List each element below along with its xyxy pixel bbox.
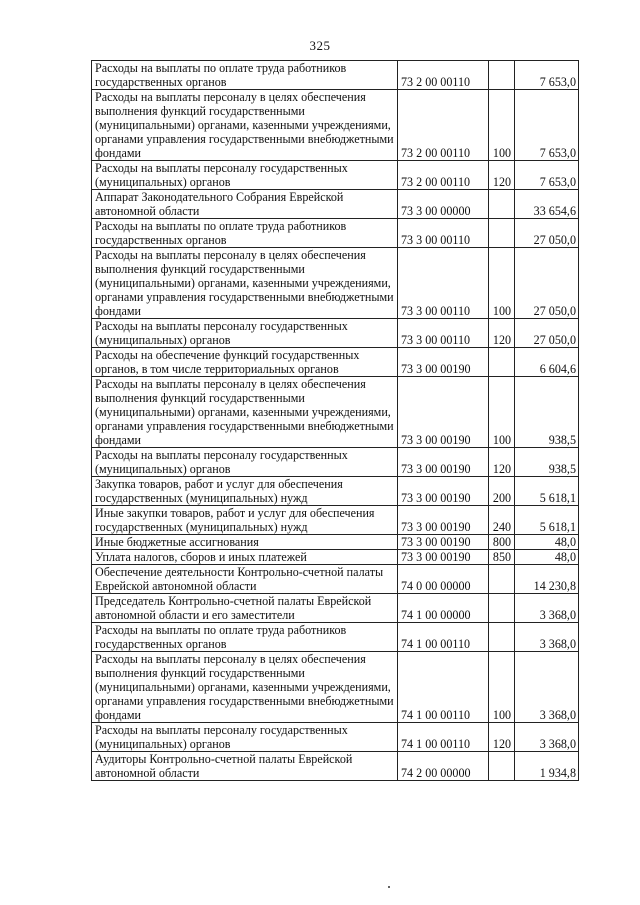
table-row xyxy=(92,219,579,248)
page-number: 325 xyxy=(309,38,331,53)
row-sum: 27 050,0 xyxy=(515,248,579,319)
row-name: Аппарат Законодательного Собрания Еврейской автономной области xyxy=(92,190,398,219)
row-name: Обеспечение деятельности Контрольно-счетной палаты Еврейской автономной области xyxy=(92,565,398,594)
row-name: Расходы на выплаты по оплате труда работников государственных органов xyxy=(92,219,398,248)
row-sum: 3 368,0 xyxy=(515,594,579,623)
row-sum: 3 368,0 xyxy=(515,652,579,723)
row-expense-type xyxy=(489,61,515,90)
row-sum: 5 618,1 xyxy=(515,477,579,506)
table-row xyxy=(92,190,579,219)
row-expense-type xyxy=(489,752,515,781)
table-row xyxy=(92,550,579,565)
row-name: Расходы на выплаты персоналу в целях обеспечения выполнения функций государственными (муниципальными) органами, казенными учреждениями, органами управления государственными внебюджетными фондами xyxy=(92,248,398,319)
row-expense-type: 240 xyxy=(489,506,515,535)
row-sum: 7 653,0 xyxy=(515,161,579,190)
row-name: Закупка товаров, работ и услуг для обеспечения государственных (муниципальных) нужд xyxy=(92,477,398,506)
row-sum: 48,0 xyxy=(515,535,579,550)
row-code: 74 1 00 00110 xyxy=(398,652,489,723)
row-code: 74 1 00 00110 xyxy=(398,723,489,752)
row-code: 73 3 00 00190 xyxy=(398,506,489,535)
row-name: Председатель Контрольно-счетной палаты Еврейской автономной области и его заместители xyxy=(92,594,398,623)
table-row xyxy=(92,594,579,623)
row-name: Уплата налогов, сборов и иных платежей xyxy=(92,550,398,565)
budget-table xyxy=(91,60,579,781)
table-row xyxy=(92,448,579,477)
row-code: 73 3 00 00190 xyxy=(398,448,489,477)
row-sum: 938,5 xyxy=(515,377,579,448)
row-name: Расходы на выплаты по оплате труда работников государственных органов xyxy=(92,623,398,652)
row-expense-type: 120 xyxy=(489,319,515,348)
row-sum: 5 618,1 xyxy=(515,506,579,535)
row-name: Расходы на выплаты персоналу государственных (муниципальных) органов xyxy=(92,319,398,348)
row-expense-type: 100 xyxy=(489,652,515,723)
row-code: 73 3 00 00000 xyxy=(398,190,489,219)
table-row xyxy=(92,623,579,652)
row-code: 73 3 00 00110 xyxy=(398,248,489,319)
row-name: Иные закупки товаров, работ и услуг для обеспечения государственных (муниципальных) нужд xyxy=(92,506,398,535)
row-sum: 1 934,8 xyxy=(515,752,579,781)
row-code: 73 3 00 00190 xyxy=(398,348,489,377)
table-row xyxy=(92,377,579,448)
row-sum: 7 653,0 xyxy=(515,61,579,90)
table-row xyxy=(92,723,579,752)
row-name: Расходы на выплаты персоналу в целях обеспечения выполнения функций государственными (муниципальными) органами, казенными учреждениями, органами управления государственными внебюджетными фондами xyxy=(92,90,398,161)
row-expense-type: 200 xyxy=(489,477,515,506)
table-row xyxy=(92,161,579,190)
table-row xyxy=(92,752,579,781)
row-sum: 3 368,0 xyxy=(515,623,579,652)
row-expense-type: 120 xyxy=(489,161,515,190)
table-row xyxy=(92,61,579,90)
row-name: Расходы на обеспечение функций государственных органов, в том числе территориальных органов xyxy=(92,348,398,377)
row-name: Расходы на выплаты персоналу государственных (муниципальных) органов xyxy=(92,448,398,477)
row-code: 73 3 00 00190 xyxy=(398,477,489,506)
row-name: Иные бюджетные ассигнования xyxy=(92,535,398,550)
row-name: Расходы на выплаты персоналу государственных (муниципальных) органов xyxy=(92,161,398,190)
row-code: 74 1 00 00110 xyxy=(398,623,489,652)
row-code: 73 3 00 00190 xyxy=(398,550,489,565)
row-expense-type xyxy=(489,190,515,219)
row-code: 74 2 00 00000 xyxy=(398,752,489,781)
row-expense-type: 100 xyxy=(489,248,515,319)
row-sum: 48,0 xyxy=(515,550,579,565)
row-expense-type: 100 xyxy=(489,90,515,161)
row-expense-type xyxy=(489,348,515,377)
table-row xyxy=(92,319,579,348)
row-sum: 27 050,0 xyxy=(515,319,579,348)
row-expense-type: 100 xyxy=(489,377,515,448)
row-expense-type xyxy=(489,565,515,594)
table-row xyxy=(92,90,579,161)
table-row xyxy=(92,348,579,377)
row-expense-type: 120 xyxy=(489,448,515,477)
row-code: 74 0 00 00000 xyxy=(398,565,489,594)
row-sum: 7 653,0 xyxy=(515,90,579,161)
table-row xyxy=(92,248,579,319)
row-code: 73 2 00 00110 xyxy=(398,90,489,161)
row-sum: 33 654,6 xyxy=(515,190,579,219)
row-code: 73 3 00 00190 xyxy=(398,377,489,448)
row-expense-type xyxy=(489,623,515,652)
row-expense-type: 120 xyxy=(489,723,515,752)
row-expense-type: 850 xyxy=(489,550,515,565)
row-expense-type: 800 xyxy=(489,535,515,550)
row-expense-type xyxy=(489,219,515,248)
table-row xyxy=(92,477,579,506)
row-expense-type xyxy=(489,594,515,623)
row-sum: 3 368,0 xyxy=(515,723,579,752)
scan-dot-mark xyxy=(388,886,390,888)
table-row xyxy=(92,565,579,594)
row-sum: 27 050,0 xyxy=(515,219,579,248)
row-name: Аудиторы Контрольно-счетной палаты Еврейской автономной области xyxy=(92,752,398,781)
row-sum: 14 230,8 xyxy=(515,565,579,594)
row-code: 73 3 00 00110 xyxy=(398,219,489,248)
row-sum: 938,5 xyxy=(515,448,579,477)
row-code: 73 2 00 00110 xyxy=(398,61,489,90)
row-code: 73 2 00 00110 xyxy=(398,161,489,190)
row-code: 74 1 00 00000 xyxy=(398,594,489,623)
row-name: Расходы на выплаты персоналу в целях обеспечения выполнения функций государственными (муниципальными) органами, казенными учреждениями, органами управления государственными внебюджетными фондами xyxy=(92,652,398,723)
table-row xyxy=(92,506,579,535)
row-name: Расходы на выплаты по оплате труда работников государственных органов xyxy=(92,61,398,90)
row-code: 73 3 00 00110 xyxy=(398,319,489,348)
row-name: Расходы на выплаты персоналу в целях обеспечения выполнения функций государственными (муниципальными) органами, казенными учреждениями, органами управления государственными внебюджетными фондами xyxy=(92,377,398,448)
table-row xyxy=(92,535,579,550)
row-sum: 6 604,6 xyxy=(515,348,579,377)
table-row xyxy=(92,652,579,723)
row-name: Расходы на выплаты персоналу государственных (муниципальных) органов xyxy=(92,723,398,752)
row-code: 73 3 00 00190 xyxy=(398,535,489,550)
